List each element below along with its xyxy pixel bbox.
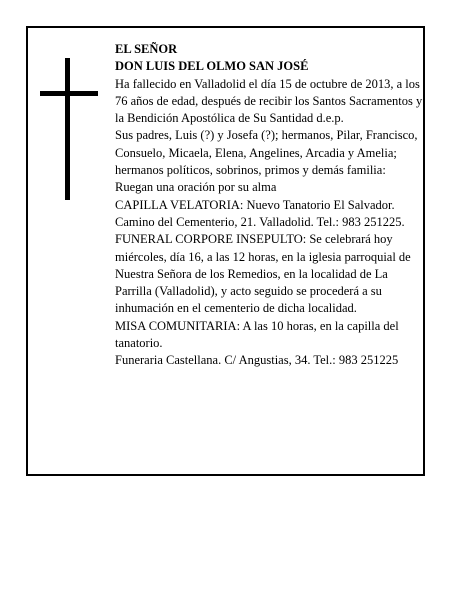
deceased-name: DON LUIS DEL OLMO SAN JOSÉ bbox=[115, 59, 309, 74]
mass-info: MISA COMUNITARIA: A las 10 horas, en la capilla del tanatorio. bbox=[115, 318, 399, 351]
funeral-home-info: Funeraria Castellana. C/ Angustias, 34. Tel.: 983 251225 bbox=[115, 353, 399, 368]
family-paragraph: Sus padres, Luis (?) y Josefa (?); hermanos, Pilar, Francisco, Consuelo, Micaela, Elena, Angelines, Arcadia y Amelia; hermanos políticos, sobrinos, primos y demás familia: bbox=[115, 128, 418, 178]
announcement-paragraph: Ha fallecido en Valladolid el día 15 de octubre de 2013, a los 76 años de edad, después de recibir los Santos Sacramentos y la Bendición Apostólica de Su Santidad d.e.p. bbox=[115, 76, 423, 126]
obituary-frame bbox=[26, 26, 425, 476]
prayer-request: Ruegan una oración por su alma bbox=[115, 180, 277, 195]
obituary-text bbox=[115, 41, 425, 370]
wake-info: CAPILLA VELATORIA: Nuevo Tanatorio El Salvador. Camino del Cementerio, 21. Valladolid. Tel.: 983 251225. bbox=[115, 197, 405, 229]
funeral-info: FUNERAL CORPORE INSEPULTO: Se celebrará hoy miércoles, día 16, a las 12 horas, en la iglesia parroquial de Nuestra Señora de los Remedios, en la localidad de La Parrilla (Valladolid), y acto seguido se procederá a su inhumación en el cementerio de dicha localidad. bbox=[115, 232, 411, 316]
cross-icon bbox=[40, 58, 98, 200]
heading-title: EL SEÑOR bbox=[115, 42, 178, 56]
